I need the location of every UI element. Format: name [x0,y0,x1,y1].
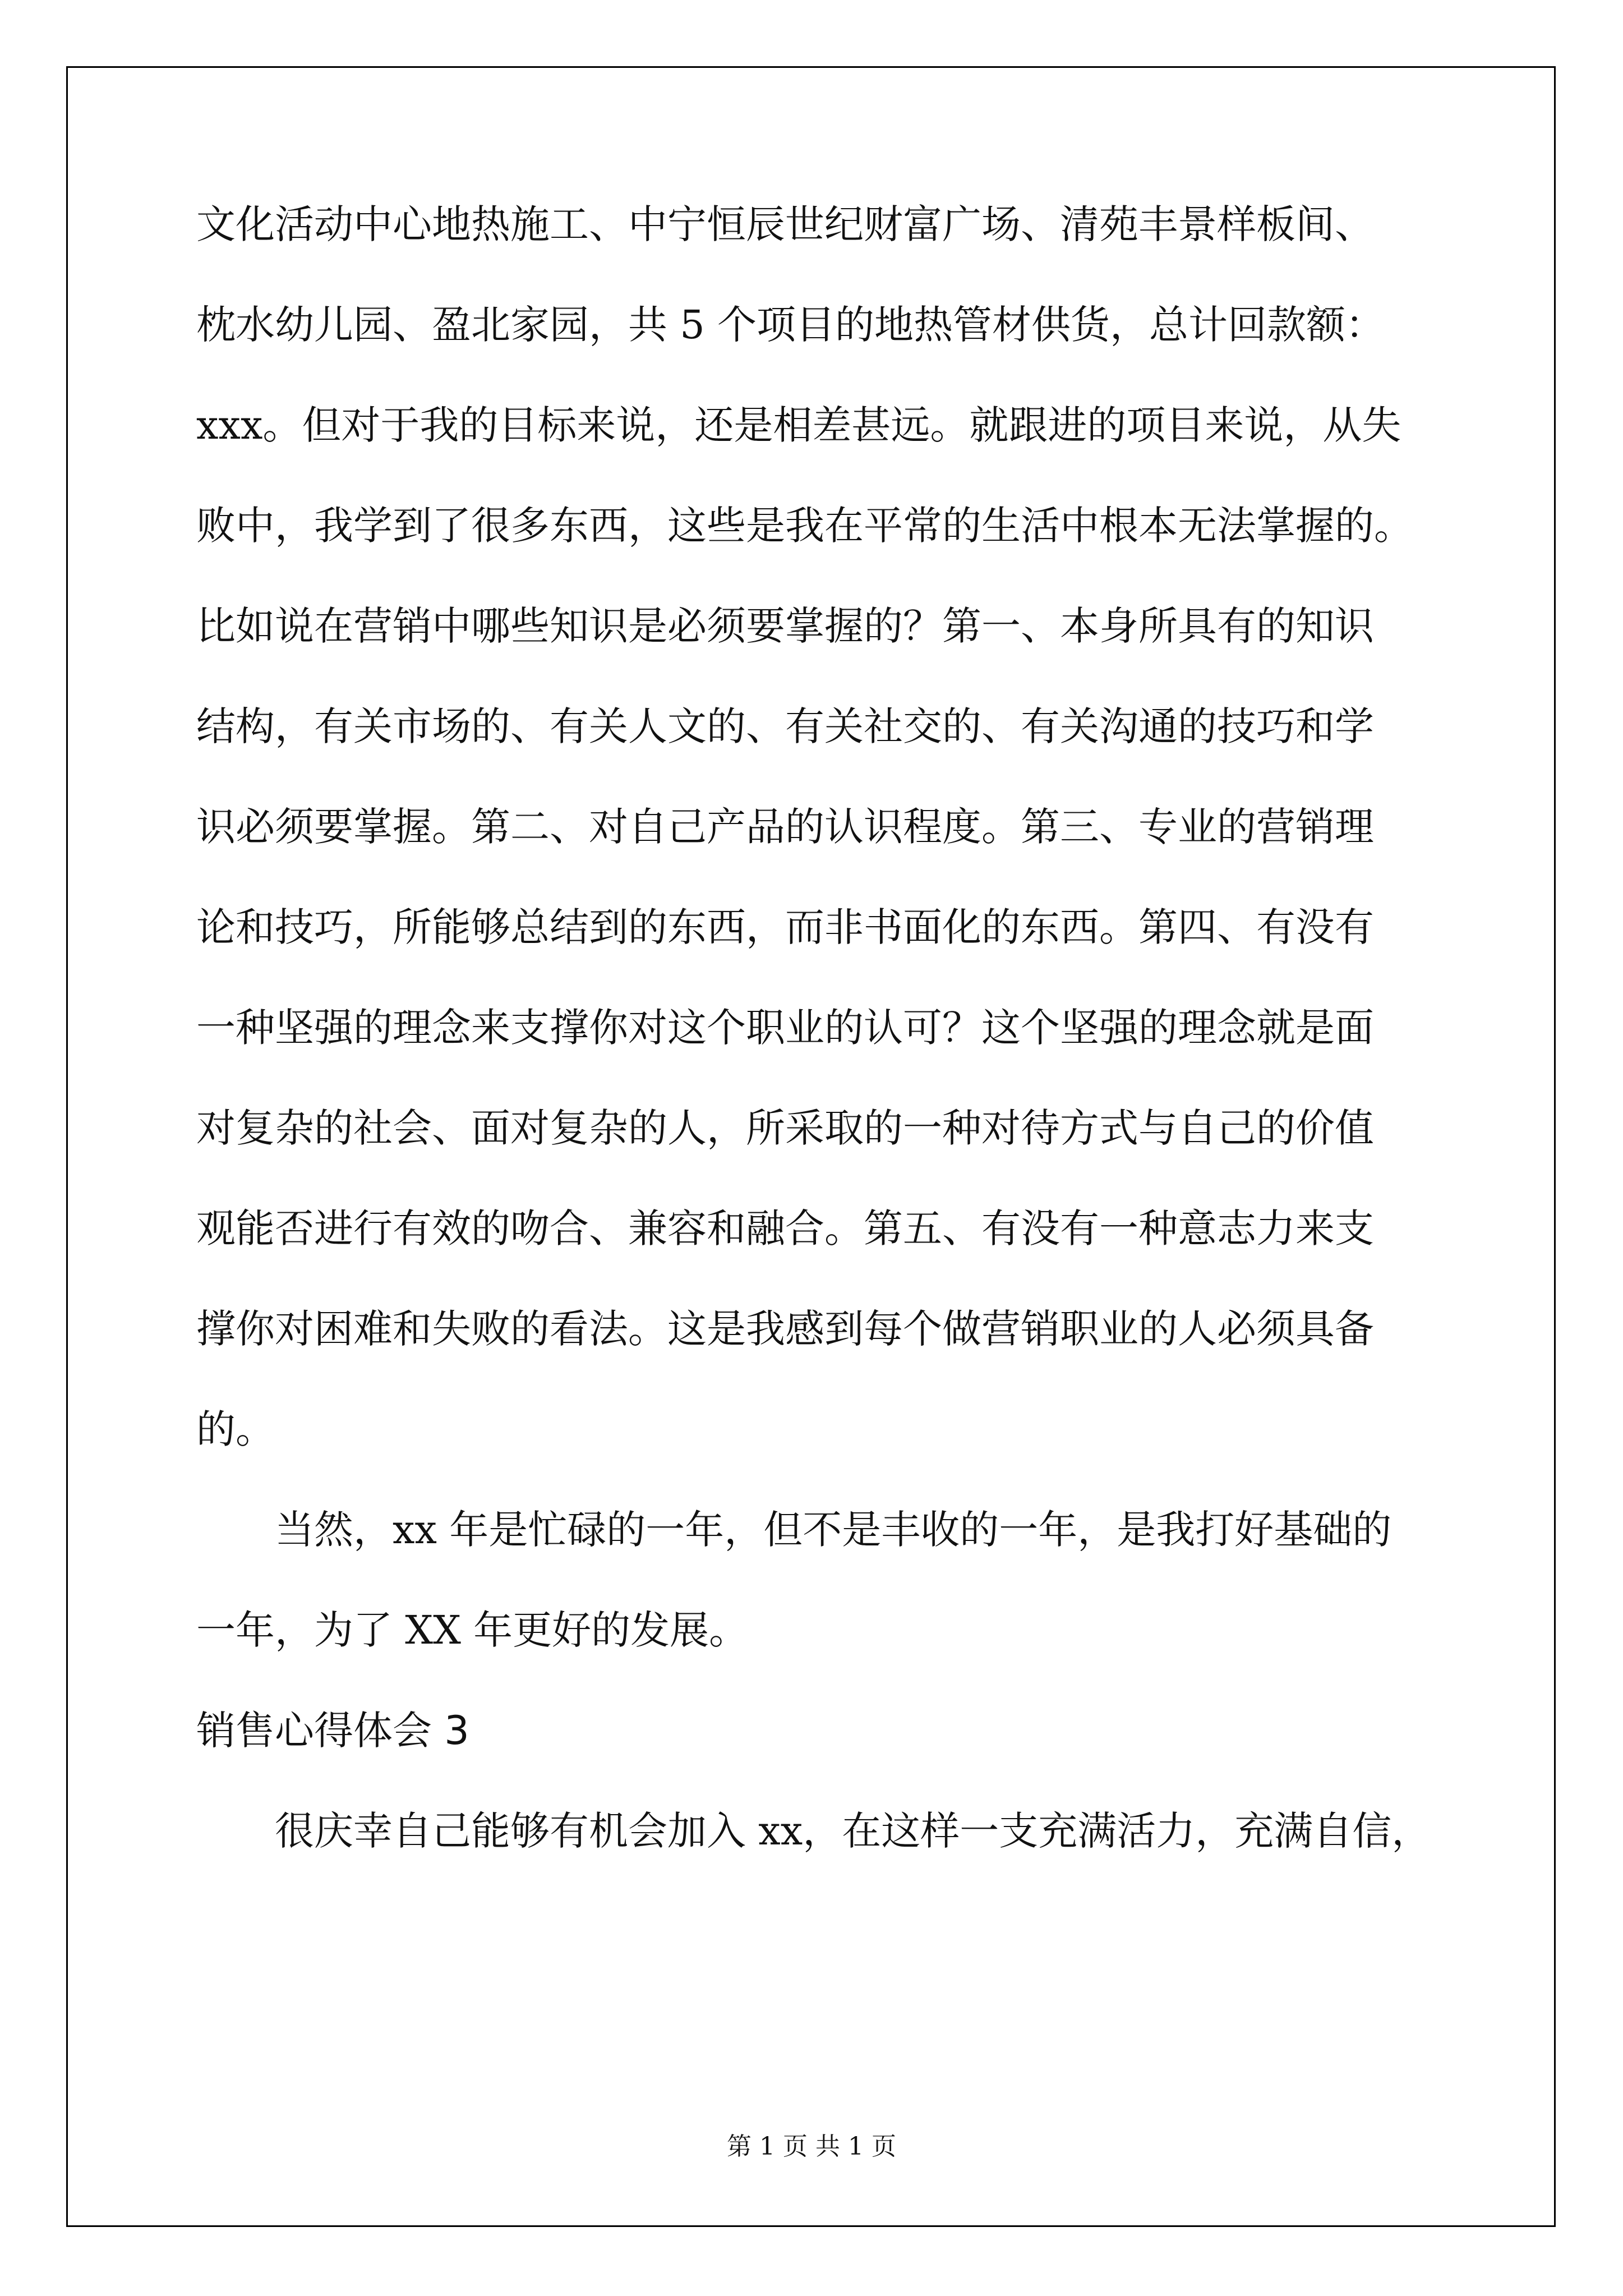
document-body [196,196,1430,1903]
text-line: 的。 [196,1406,275,1452]
text-line: 对复杂的社会、面对复杂的人，所采取的一种对待方式与自己的价值 [196,1105,1374,1151]
page-footer: 第 1 页 共 1 页 [727,2132,896,2161]
text-line: 结构，有关市场的、有关人文的、有关社交的、有关沟通的技巧和学 [196,703,1374,749]
text-line: 撑你对困难和失败的看法。这是我感到每个做营销职业的人必须具备 [196,1306,1374,1352]
text-line: 败中，我学到了很多东西，这些是我在平常的生活中根本无法掌握的。 [196,503,1413,549]
text-line: 枕水幼儿园、盈北家园，共 5 个项目的地热管材供货，总计回款额： [196,302,1385,348]
text-line: 论和技巧，所能够总结到的东西，而非书面化的东西。第四、有没有 [196,904,1374,950]
text-line: 一种坚强的理念来支撑你对这个职业的认可？这个坚强的理念就是面 [196,1005,1374,1051]
text-line: 观能否进行有效的吻合、兼容和融合。第五、有没有一种意志力来支 [196,1205,1374,1251]
text-line: 识必须要掌握。第二、对自己产品的认识程度。第三、专业的营销理 [196,804,1374,850]
text-line: 一年，为了 XX 年更好的发展。 [196,1607,749,1653]
paragraph-start-line: 很庆幸自己能够有机会加入 xx，在这样一支充满活力，充满自信， [275,1808,1431,1854]
text-line: xxx。但对于我的目标来说，还是相差甚远。就跟进的项目来说，从失 [196,402,1401,448]
section-heading: 销售心得体会 3 [196,1708,469,1754]
text-line: 比如说在营销中哪些知识是必须要掌握的？第一、本身所具有的知识 [196,603,1374,649]
paragraph-start-line: 当然，xx 年是忙碌的一年，但不是丰收的一年，是我打好基础的 [275,1507,1392,1553]
text-line: 文化活动中心地热施工、中宁恒辰世纪财富广场、清苑丰景样板间、 [196,201,1374,247]
